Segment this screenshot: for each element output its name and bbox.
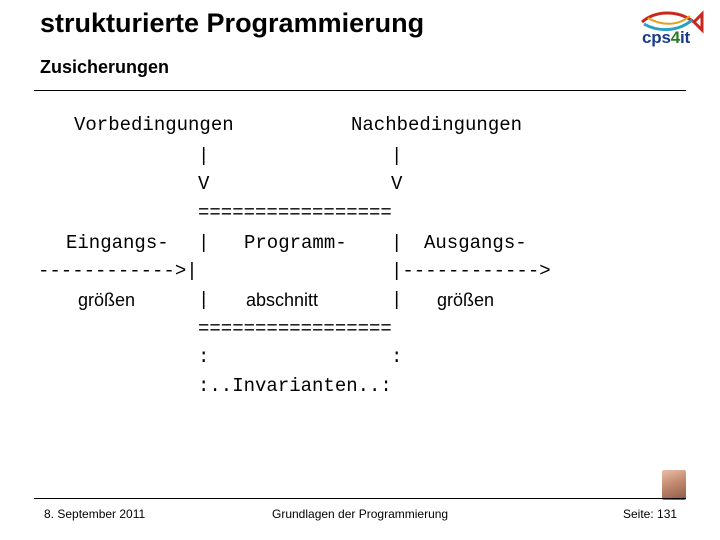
pipe-left-1: | — [198, 145, 210, 167]
slide-subtitle: Zusicherungen — [40, 57, 170, 77]
input-arrow: ------------>| — [38, 260, 198, 282]
output-label-line2: größen — [437, 290, 495, 310]
program-label-line1: Programm- — [244, 232, 347, 254]
output-arrow: |------------> — [391, 260, 551, 282]
arrow-down-right: V — [391, 173, 403, 195]
double-line-top: ================= — [198, 202, 392, 224]
program-label-line2: abschnitt — [246, 290, 319, 310]
slide-title: strukturierte Programmierung — [40, 8, 425, 38]
logo-text-number: 4 — [670, 28, 680, 47]
header-divider — [34, 90, 686, 91]
pipe-right-2: | — [391, 232, 403, 254]
output-label-line1: Ausgangs- — [424, 232, 527, 254]
input-label-line2: größen — [78, 290, 136, 310]
pipe-left-2: | — [198, 232, 210, 254]
pipe-right-1: | — [391, 145, 403, 167]
author-photo — [662, 470, 686, 500]
input-label-line1: Eingangs- — [66, 232, 169, 254]
invariants-label: :..Invarianten..: — [198, 375, 392, 397]
footer-course-title: Grundlagen der Programmierung — [272, 507, 449, 521]
colon-left: : — [198, 346, 210, 368]
footer-divider — [34, 498, 686, 499]
double-line-bottom: ================= — [198, 318, 392, 340]
arrow-down-left: V — [198, 173, 210, 195]
postcondition-label: Nachbedingungen — [351, 114, 523, 136]
precondition-label: Vorbedingungen — [74, 114, 234, 136]
footer-date: 8. September 2011 — [44, 507, 146, 521]
footer-page-number: Seite: 131 — [623, 507, 678, 521]
logo-text — [642, 28, 690, 48]
logo-text-prefix: cps — [642, 28, 671, 47]
pipe-left-3: | — [198, 289, 210, 311]
logo-text-suffix: it — [679, 28, 690, 47]
colon-right: : — [391, 346, 403, 368]
pipe-right-3: | — [391, 289, 403, 311]
